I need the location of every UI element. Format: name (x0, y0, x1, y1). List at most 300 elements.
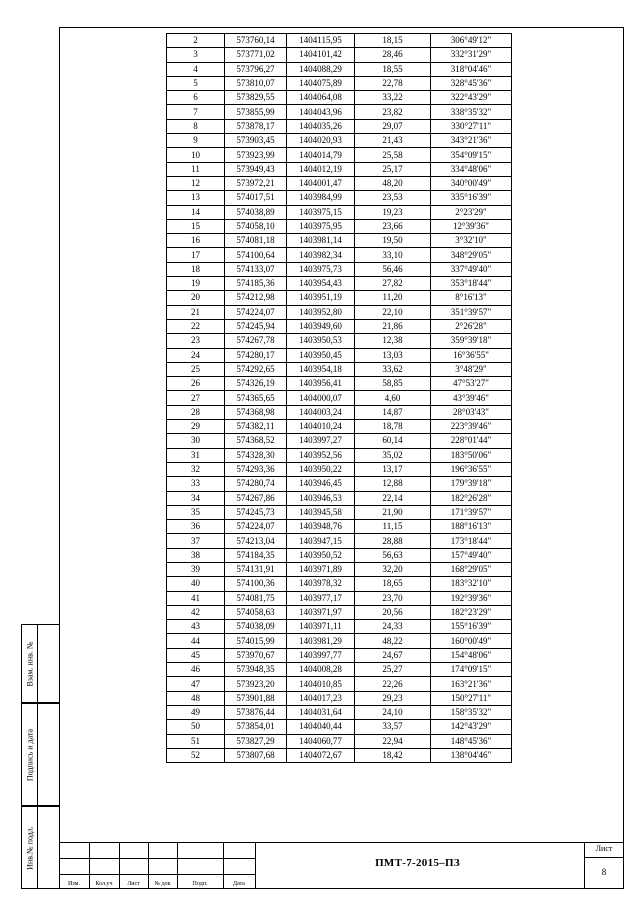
point-number-cell: 20 (167, 291, 225, 305)
point-number-cell: 35 (167, 505, 225, 519)
distance-cell: 19,50 (355, 234, 431, 248)
point-number-cell: 23 (167, 334, 225, 348)
bearing-cell: 354°09'15" (431, 148, 512, 162)
distance-cell: 11,15 (355, 520, 431, 534)
table-row (167, 720, 512, 734)
distance-cell: 25,58 (355, 148, 431, 162)
coord-x-cell: 574365,65 (225, 391, 287, 405)
bearing-cell: 3°32'10" (431, 234, 512, 248)
point-number-cell: 21 (167, 305, 225, 319)
bearing-cell: 155°16'39" (431, 620, 512, 634)
point-number-cell: 26 (167, 377, 225, 391)
table-row (167, 677, 512, 691)
bearing-cell: 3°48'29" (431, 362, 512, 376)
distance-cell: 33,10 (355, 248, 431, 262)
table-row (167, 148, 512, 162)
point-number-cell: 40 (167, 577, 225, 591)
coord-x-cell: 574280,74 (225, 477, 287, 491)
sheet-label: Лист (595, 844, 613, 853)
coord-y-cell: 1403982,34 (287, 248, 355, 262)
point-number-cell: 2 (167, 34, 225, 48)
coord-y-cell: 1404064,08 (287, 91, 355, 105)
bearing-cell: 183°32'10" (431, 577, 512, 591)
coord-y-cell: 1404008,28 (287, 663, 355, 677)
distance-cell: 23,70 (355, 591, 431, 605)
bearing-cell: 343°21'36" (431, 134, 512, 148)
sidebar-label-vzam: Взам. инв. № (25, 640, 35, 687)
table-row (167, 91, 512, 105)
table-row (167, 620, 512, 634)
table-row (167, 362, 512, 376)
coord-y-cell: 1403981,29 (287, 634, 355, 648)
stamp-label-ndok: № док (154, 881, 171, 887)
coord-x-cell: 574081,18 (225, 234, 287, 248)
coord-y-cell: 1404003,24 (287, 405, 355, 419)
distance-cell: 24,10 (355, 705, 431, 719)
distance-cell: 13,03 (355, 348, 431, 362)
coord-x-cell: 573923,99 (225, 148, 287, 162)
coord-y-cell: 1404035,26 (287, 119, 355, 133)
point-number-cell: 12 (167, 176, 225, 190)
coord-y-cell: 1403971,97 (287, 605, 355, 619)
coord-x-cell: 574185,36 (225, 277, 287, 291)
left-sidebar-stamp (21, 624, 59, 889)
bearing-cell: 150°27'11" (431, 691, 512, 705)
point-number-cell: 50 (167, 720, 225, 734)
coord-x-cell: 573878,17 (225, 119, 287, 133)
coord-y-cell: 1403956,41 (287, 377, 355, 391)
bearing-cell: 351°39'57" (431, 305, 512, 319)
coord-y-cell: 1404075,89 (287, 76, 355, 90)
coord-x-cell: 574245,94 (225, 319, 287, 333)
coord-x-cell: 573854,01 (225, 720, 287, 734)
coord-x-cell: 573771,02 (225, 48, 287, 62)
coord-y-cell: 1403951,19 (287, 291, 355, 305)
stamp-label-data: Дата (233, 881, 245, 887)
bearing-cell: 148°45'36" (431, 734, 512, 748)
bearing-cell: 2°23'29" (431, 205, 512, 219)
coord-y-cell: 1404060,77 (287, 734, 355, 748)
table-row (167, 548, 512, 562)
document-code: ПМТ-7-2015–ПЗ (375, 857, 460, 869)
coord-x-cell: 574293,36 (225, 462, 287, 476)
bearing-cell: 171°39'57" (431, 505, 512, 519)
distance-cell: 58,85 (355, 377, 431, 391)
distance-cell: 60,14 (355, 434, 431, 448)
coord-y-cell: 1404001,47 (287, 176, 355, 190)
table-row (167, 291, 512, 305)
distance-cell: 21,86 (355, 319, 431, 333)
point-number-cell: 47 (167, 677, 225, 691)
bearing-cell: 8°16'13" (431, 291, 512, 305)
point-number-cell: 29 (167, 420, 225, 434)
coord-x-cell: 574368,98 (225, 405, 287, 419)
table-row (167, 577, 512, 591)
table-row (167, 505, 512, 519)
distance-cell: 22,26 (355, 677, 431, 691)
distance-cell: 18,65 (355, 577, 431, 591)
point-number-cell: 13 (167, 191, 225, 205)
coord-y-cell: 1403950,22 (287, 462, 355, 476)
coord-y-cell: 1404017,23 (287, 691, 355, 705)
point-number-cell: 44 (167, 634, 225, 648)
point-number-cell: 18 (167, 262, 225, 276)
coord-x-cell: 574017,51 (225, 191, 287, 205)
coord-y-cell: 1404010,85 (287, 677, 355, 691)
coord-y-cell: 1403954,18 (287, 362, 355, 376)
coord-x-cell: 574382,11 (225, 420, 287, 434)
coord-y-cell: 1403950,45 (287, 348, 355, 362)
point-number-cell: 25 (167, 362, 225, 376)
distance-cell: 14,87 (355, 405, 431, 419)
distance-cell: 25,27 (355, 663, 431, 677)
bearing-cell: 328°45'36" (431, 76, 512, 90)
table-row (167, 663, 512, 677)
table-row (167, 48, 512, 62)
coord-x-cell: 574015,99 (225, 634, 287, 648)
coord-x-cell: 574267,78 (225, 334, 287, 348)
distance-cell: 22,10 (355, 305, 431, 319)
coord-x-cell: 574131,91 (225, 562, 287, 576)
sidebar-label-inv: Инв.№ подл. (25, 825, 35, 870)
table-row (167, 748, 512, 762)
coord-y-cell: 1403947,15 (287, 534, 355, 548)
distance-cell: 21,43 (355, 134, 431, 148)
bearing-cell: 338°35'32" (431, 105, 512, 119)
table-row (167, 520, 512, 534)
distance-cell: 18,42 (355, 748, 431, 762)
coord-y-cell: 1403997,77 (287, 648, 355, 662)
coord-y-cell: 1403975,73 (287, 262, 355, 276)
bearing-cell: 340°00'49" (431, 176, 512, 190)
distance-cell: 29,07 (355, 119, 431, 133)
bearing-cell: 228°01'44" (431, 434, 512, 448)
coord-y-cell: 1403949,60 (287, 319, 355, 333)
bearing-cell: 47°53'27" (431, 377, 512, 391)
table-row (167, 248, 512, 262)
coord-y-cell: 1404020,93 (287, 134, 355, 148)
bearing-cell: 158°35'32" (431, 705, 512, 719)
bearing-cell: 335°16'39" (431, 191, 512, 205)
point-number-cell: 30 (167, 434, 225, 448)
point-number-cell: 24 (167, 348, 225, 362)
distance-cell: 35,02 (355, 448, 431, 462)
coord-y-cell: 1404043,96 (287, 105, 355, 119)
table-row (167, 191, 512, 205)
point-number-cell: 5 (167, 76, 225, 90)
table-row (167, 705, 512, 719)
table-row (167, 262, 512, 276)
coord-y-cell: 1403950,52 (287, 548, 355, 562)
table-row (167, 119, 512, 133)
bearing-cell: 2°26'28" (431, 319, 512, 333)
table-row (167, 420, 512, 434)
coord-x-cell: 574100,36 (225, 577, 287, 591)
distance-cell: 28,88 (355, 534, 431, 548)
table-row (167, 219, 512, 233)
bearing-cell: 182°26'28" (431, 491, 512, 505)
distance-cell: 33,62 (355, 362, 431, 376)
coord-x-cell: 574213,04 (225, 534, 287, 548)
bearing-cell: 173°18'44" (431, 534, 512, 548)
point-number-cell: 22 (167, 319, 225, 333)
distance-cell: 12,88 (355, 477, 431, 491)
distance-cell: 20,56 (355, 605, 431, 619)
coord-x-cell: 573760,14 (225, 34, 287, 48)
coordinates-table (166, 33, 512, 763)
coord-x-cell: 573796,27 (225, 62, 287, 76)
bearing-cell: 28°03'43" (431, 405, 512, 419)
coord-y-cell: 1403981,14 (287, 234, 355, 248)
coord-y-cell: 1404088,29 (287, 62, 355, 76)
table-row (167, 391, 512, 405)
point-number-cell: 33 (167, 477, 225, 491)
bearing-cell: 179°39'18" (431, 477, 512, 491)
table-row (167, 162, 512, 176)
bearing-cell: 168°29'05" (431, 562, 512, 576)
coord-y-cell: 1403975,95 (287, 219, 355, 233)
table-row (167, 434, 512, 448)
coord-y-cell: 1403954,43 (287, 277, 355, 291)
coord-x-cell: 574245,73 (225, 505, 287, 519)
point-number-cell: 32 (167, 462, 225, 476)
point-number-cell: 9 (167, 134, 225, 148)
distance-cell: 23,82 (355, 105, 431, 119)
point-number-cell: 27 (167, 391, 225, 405)
table-row (167, 134, 512, 148)
distance-cell: 22,14 (355, 491, 431, 505)
table-row (167, 62, 512, 76)
coord-y-cell: 1404000,07 (287, 391, 355, 405)
coord-x-cell: 573855,99 (225, 105, 287, 119)
coord-x-cell: 574058,63 (225, 605, 287, 619)
coord-y-cell: 1403948,76 (287, 520, 355, 534)
distance-cell: 28,46 (355, 48, 431, 62)
distance-cell: 56,63 (355, 548, 431, 562)
sidebar-cell-inv (21, 806, 59, 889)
point-number-cell: 34 (167, 491, 225, 505)
table-row (167, 305, 512, 319)
bearing-cell: 183°50'06" (431, 448, 512, 462)
coord-x-cell: 574058,10 (225, 219, 287, 233)
point-number-cell: 3 (167, 48, 225, 62)
point-number-cell: 17 (167, 248, 225, 262)
table-row (167, 734, 512, 748)
coord-x-cell: 573827,29 (225, 734, 287, 748)
coord-y-cell: 1404012,19 (287, 162, 355, 176)
point-number-cell: 8 (167, 119, 225, 133)
sidebar-cell-vzam (21, 624, 59, 703)
distance-cell: 33,22 (355, 91, 431, 105)
coord-x-cell: 573923,20 (225, 677, 287, 691)
distance-cell: 33,57 (355, 720, 431, 734)
coord-x-cell: 574038,09 (225, 620, 287, 634)
table-row (167, 591, 512, 605)
coord-x-cell: 573970,67 (225, 648, 287, 662)
coord-x-cell: 573876,44 (225, 705, 287, 719)
coord-x-cell: 574368,52 (225, 434, 287, 448)
table-row (167, 76, 512, 90)
stamp-label-kol: Кол.уч (95, 881, 113, 887)
bearing-cell: 12°39'36" (431, 219, 512, 233)
coord-y-cell: 1404115,95 (287, 34, 355, 48)
point-number-cell: 16 (167, 234, 225, 248)
distance-cell: 22,78 (355, 76, 431, 90)
point-number-cell: 39 (167, 562, 225, 576)
point-number-cell: 48 (167, 691, 225, 705)
coord-y-cell: 1403971,11 (287, 620, 355, 634)
distance-cell: 32,20 (355, 562, 431, 576)
distance-cell: 27,82 (355, 277, 431, 291)
sidebar-cell-podpis (21, 703, 59, 806)
point-number-cell: 36 (167, 520, 225, 534)
coord-y-cell: 1403978,32 (287, 577, 355, 591)
distance-cell: 48,20 (355, 176, 431, 190)
coord-y-cell: 1403946,53 (287, 491, 355, 505)
point-number-cell: 45 (167, 648, 225, 662)
distance-cell: 18,78 (355, 420, 431, 434)
distance-cell: 24,67 (355, 648, 431, 662)
coord-x-cell: 573807,68 (225, 748, 287, 762)
table-row (167, 648, 512, 662)
distance-cell: 13,17 (355, 462, 431, 476)
table-row (167, 105, 512, 119)
coord-y-cell: 1403950,53 (287, 334, 355, 348)
title-block (59, 842, 624, 889)
bearing-cell: 318°04'46" (431, 62, 512, 76)
point-number-cell: 37 (167, 534, 225, 548)
coord-y-cell: 1403952,80 (287, 305, 355, 319)
point-number-cell: 4 (167, 62, 225, 76)
coord-y-cell: 1404040,44 (287, 720, 355, 734)
coord-x-cell: 574212,98 (225, 291, 287, 305)
bearing-cell: 223°39'46" (431, 420, 512, 434)
coord-y-cell: 1404014,79 (287, 148, 355, 162)
point-number-cell: 11 (167, 162, 225, 176)
coord-x-cell: 574038,89 (225, 205, 287, 219)
point-number-cell: 28 (167, 405, 225, 419)
coord-x-cell: 574081,75 (225, 591, 287, 605)
table-row (167, 34, 512, 48)
coord-y-cell: 1403952,56 (287, 448, 355, 462)
table-row (167, 319, 512, 333)
table-row (167, 205, 512, 219)
coord-x-cell: 574224,07 (225, 520, 287, 534)
table-row (167, 491, 512, 505)
bearing-cell: 174°09'15" (431, 663, 512, 677)
bearing-cell: 337°49'40" (431, 262, 512, 276)
coord-x-cell: 573829,55 (225, 91, 287, 105)
table-row (167, 634, 512, 648)
coord-x-cell: 574326,19 (225, 377, 287, 391)
coord-y-cell: 1403975,15 (287, 205, 355, 219)
bearing-cell: 142°43'29" (431, 720, 512, 734)
table-row (167, 405, 512, 419)
bearing-cell: 154°48'06" (431, 648, 512, 662)
distance-cell: 25,17 (355, 162, 431, 176)
coord-x-cell: 574267,86 (225, 491, 287, 505)
coord-y-cell: 1403945,58 (287, 505, 355, 519)
bearing-cell: 192°39'36" (431, 591, 512, 605)
bearing-cell: 322°43'29" (431, 91, 512, 105)
coord-x-cell: 574133,07 (225, 262, 287, 276)
distance-cell: 48,22 (355, 634, 431, 648)
point-number-cell: 52 (167, 748, 225, 762)
point-number-cell: 42 (167, 605, 225, 619)
bearing-cell: 306°49'12" (431, 34, 512, 48)
distance-cell: 21,90 (355, 505, 431, 519)
coord-y-cell: 1404072,67 (287, 748, 355, 762)
stamp-label-podp: Подп. (192, 881, 208, 887)
point-number-cell: 7 (167, 105, 225, 119)
bearing-cell: 330°27'11" (431, 119, 512, 133)
distance-cell: 22,94 (355, 734, 431, 748)
coord-y-cell: 1404031,64 (287, 705, 355, 719)
coord-x-cell: 574280,17 (225, 348, 287, 362)
coord-y-cell: 1403997,27 (287, 434, 355, 448)
coord-y-cell: 1403984,99 (287, 191, 355, 205)
distance-cell: 18,55 (355, 62, 431, 76)
bearing-cell: 138°04'46" (431, 748, 512, 762)
table-row (167, 477, 512, 491)
bearing-cell: 353°18'44" (431, 277, 512, 291)
table-row (167, 691, 512, 705)
distance-cell: 23,53 (355, 191, 431, 205)
coord-x-cell: 574292,65 (225, 362, 287, 376)
point-number-cell: 38 (167, 548, 225, 562)
coord-x-cell: 573903,45 (225, 134, 287, 148)
table-row (167, 562, 512, 576)
bearing-cell: 334°48'06" (431, 162, 512, 176)
coord-y-cell: 1403971,89 (287, 562, 355, 576)
coord-x-cell: 574328,30 (225, 448, 287, 462)
point-number-cell: 19 (167, 277, 225, 291)
coord-y-cell: 1403977,17 (287, 591, 355, 605)
coord-x-cell: 574224,07 (225, 305, 287, 319)
distance-cell: 4,60 (355, 391, 431, 405)
coord-y-cell: 1403946,45 (287, 477, 355, 491)
point-number-cell: 14 (167, 205, 225, 219)
coord-x-cell: 574100,64 (225, 248, 287, 262)
point-number-cell: 10 (167, 148, 225, 162)
bearing-cell: 182°23'29" (431, 605, 512, 619)
point-number-cell: 6 (167, 91, 225, 105)
coord-y-cell: 1404010,24 (287, 420, 355, 434)
table-row (167, 348, 512, 362)
bearing-cell: 160°00'49" (431, 634, 512, 648)
distance-cell: 11,20 (355, 291, 431, 305)
stamp-label-izm: Изм. (68, 881, 80, 887)
point-number-cell: 46 (167, 663, 225, 677)
sidebar-label-podpis: Подпись и дата (25, 728, 35, 781)
table-row (167, 377, 512, 391)
point-number-cell: 49 (167, 705, 225, 719)
table-row (167, 605, 512, 619)
point-number-cell: 31 (167, 448, 225, 462)
coord-y-cell: 1404101,42 (287, 48, 355, 62)
point-number-cell: 41 (167, 591, 225, 605)
table-row (167, 277, 512, 291)
stamp-label-list: Лист (127, 881, 140, 887)
distance-cell: 56,46 (355, 262, 431, 276)
distance-cell: 19,23 (355, 205, 431, 219)
bearing-cell: 16°36'55" (431, 348, 512, 362)
coord-x-cell: 573949,43 (225, 162, 287, 176)
coord-x-cell: 573948,35 (225, 663, 287, 677)
distance-cell: 12,38 (355, 334, 431, 348)
bearing-cell: 188°16'13" (431, 520, 512, 534)
distance-cell: 23,66 (355, 219, 431, 233)
